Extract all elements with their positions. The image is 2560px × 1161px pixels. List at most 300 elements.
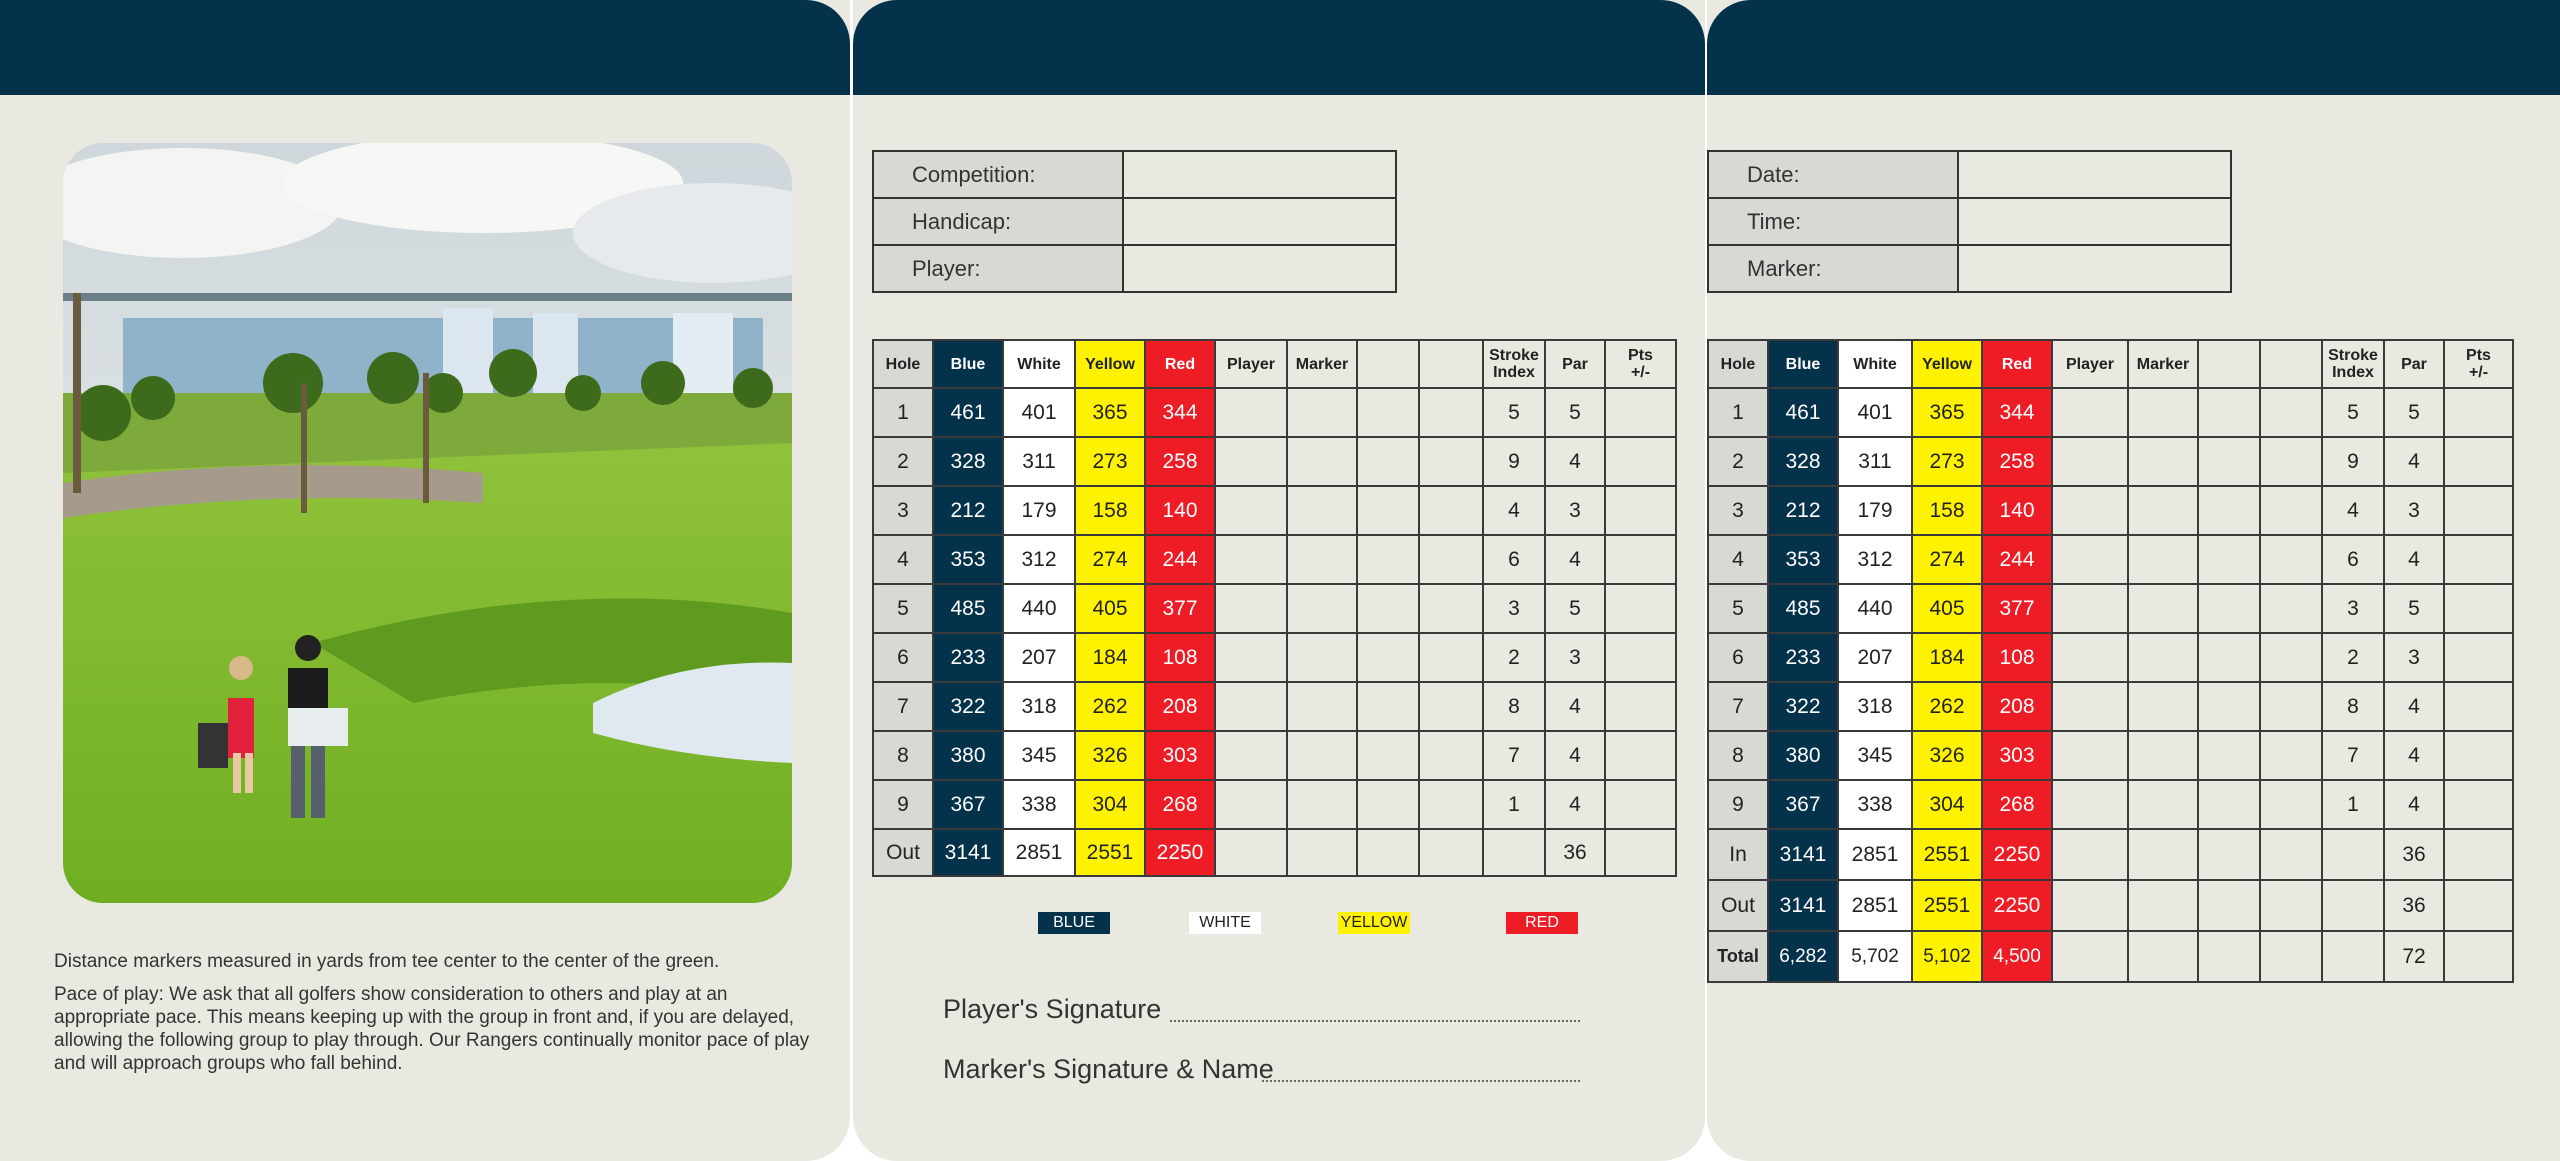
yellow-yardage-cell: 273 xyxy=(1075,437,1145,486)
player-score-cell[interactable] xyxy=(1215,780,1287,829)
points-cell[interactable] xyxy=(2444,880,2513,931)
white-yardage-cell: 207 xyxy=(1838,633,1912,682)
hole-cell: 1 xyxy=(1708,388,1768,437)
hole-cell: 7 xyxy=(873,682,933,731)
blank-score-cell[interactable] xyxy=(1419,437,1483,486)
blank-score-cell[interactable] xyxy=(2198,829,2260,880)
table-row xyxy=(1708,682,2513,731)
blank-score-cell[interactable] xyxy=(1419,682,1483,731)
marker-score-cell[interactable] xyxy=(1287,437,1357,486)
red-yardage-cell: 344 xyxy=(1145,388,1215,437)
header-row xyxy=(1708,340,2513,388)
blank-score-cell[interactable] xyxy=(2198,388,2260,437)
table-row xyxy=(873,829,1676,876)
player-score-cell[interactable] xyxy=(2052,535,2128,584)
table-row xyxy=(873,486,1676,535)
par-cell: 4 xyxy=(2384,731,2444,780)
stroke-index-cell: 1 xyxy=(2322,780,2384,829)
white-yardage-cell: 338 xyxy=(1838,780,1912,829)
stroke-index-cell: 6 xyxy=(2322,535,2384,584)
blue-yardage-cell: 322 xyxy=(933,682,1003,731)
blank-score-cell[interactable] xyxy=(1419,535,1483,584)
stroke-index-cell: 9 xyxy=(1483,437,1545,486)
pts-label: Pts xyxy=(1628,347,1653,364)
player-score-cell[interactable] xyxy=(2052,731,2128,780)
stroke-index-cell: 1 xyxy=(1483,780,1545,829)
table-row xyxy=(1708,780,2513,829)
pts-label: Pts xyxy=(2466,347,2491,364)
player-header: Player xyxy=(2052,340,2128,388)
stroke-index-cell: 2 xyxy=(1483,633,1545,682)
marker-score-cell[interactable] xyxy=(1287,682,1357,731)
header-band xyxy=(0,0,850,95)
yellow-yardage-cell: 262 xyxy=(1075,682,1145,731)
points-cell[interactable] xyxy=(1605,829,1676,876)
marker-score-cell[interactable] xyxy=(2128,829,2198,880)
blank-score-cell[interactable] xyxy=(2198,931,2260,982)
player-score-cell[interactable] xyxy=(2052,388,2128,437)
white-yardage-cell: 312 xyxy=(1003,535,1075,584)
points-header xyxy=(1605,340,1676,388)
marker-score-cell[interactable] xyxy=(2128,437,2198,486)
blank-score-cell[interactable] xyxy=(1419,388,1483,437)
points-cell[interactable] xyxy=(1605,388,1676,437)
blank-score-cell[interactable] xyxy=(2260,829,2322,880)
marker-score-cell[interactable] xyxy=(2128,633,2198,682)
blank-score-cell[interactable] xyxy=(2198,437,2260,486)
points-cell[interactable] xyxy=(1605,584,1676,633)
points-cell[interactable] xyxy=(2444,829,2513,880)
competition-label: Competition: xyxy=(873,151,1123,198)
blank-score-cell[interactable] xyxy=(1357,437,1419,486)
yellow-yardage-cell: 304 xyxy=(1912,780,1982,829)
white-yardage-cell: 338 xyxy=(1003,780,1075,829)
blank-score-cell[interactable] xyxy=(1357,388,1419,437)
marker-score-cell[interactable] xyxy=(2128,486,2198,535)
yellow-yardage-cell: 274 xyxy=(1075,535,1145,584)
hole-cell: 4 xyxy=(1708,535,1768,584)
handicap-field[interactable] xyxy=(1123,198,1396,245)
player-score-cell[interactable] xyxy=(2052,486,2128,535)
blank-score-cell[interactable] xyxy=(1419,486,1483,535)
player-signature-line[interactable] xyxy=(1170,1020,1580,1022)
red-yardage-cell: 344 xyxy=(1982,388,2052,437)
white-yardage-cell: 5,702 xyxy=(1838,931,1912,982)
stroke-label: Stroke xyxy=(1489,347,1539,364)
blank-score-cell[interactable] xyxy=(1419,633,1483,682)
blue-yardage-cell: 353 xyxy=(1768,535,1838,584)
blue-yardage-cell: 367 xyxy=(933,780,1003,829)
points-cell[interactable] xyxy=(2444,780,2513,829)
blank-score-cell[interactable] xyxy=(2260,584,2322,633)
blank-header xyxy=(2260,340,2322,388)
blue-yardage-cell: 461 xyxy=(1768,388,1838,437)
hole-cell: 3 xyxy=(1708,486,1768,535)
points-cell[interactable] xyxy=(1605,682,1676,731)
white-yardage-cell: 311 xyxy=(1838,437,1912,486)
par-cell: 3 xyxy=(1545,633,1605,682)
blue-yardage-cell: 367 xyxy=(1768,780,1838,829)
blank-score-cell[interactable] xyxy=(2260,486,2322,535)
hole-cell: 9 xyxy=(1708,780,1768,829)
points-cell[interactable] xyxy=(2444,388,2513,437)
date-field[interactable] xyxy=(1958,151,2231,198)
stroke-index-cell: 4 xyxy=(2322,486,2384,535)
blank-score-cell[interactable] xyxy=(2198,682,2260,731)
player-score-cell[interactable] xyxy=(2052,829,2128,880)
table-row xyxy=(1708,584,2513,633)
marker-signature-line[interactable] xyxy=(1262,1080,1580,1082)
yellow-yardage-cell: 158 xyxy=(1912,486,1982,535)
par-header: Par xyxy=(2384,340,2444,388)
blank-score-cell[interactable] xyxy=(2198,880,2260,931)
par-cell: 4 xyxy=(2384,780,2444,829)
blue-yardage-cell: 322 xyxy=(1768,682,1838,731)
hole-cell: 6 xyxy=(873,633,933,682)
par-cell: 4 xyxy=(2384,535,2444,584)
player-score-cell[interactable] xyxy=(1215,731,1287,780)
red-yardage-cell: 2250 xyxy=(1982,829,2052,880)
legend-blue: BLUE xyxy=(1038,912,1110,934)
hole-cell: 6 xyxy=(1708,633,1768,682)
yellow-yardage-cell: 365 xyxy=(1912,388,1982,437)
red-yardage-cell: 258 xyxy=(1982,437,2052,486)
distance-note: Distance markers measured in yards from tee center to the center of the green. xyxy=(54,951,720,972)
blank-score-cell[interactable] xyxy=(2198,633,2260,682)
points-cell[interactable] xyxy=(2444,437,2513,486)
blank-header xyxy=(2198,340,2260,388)
stroke-index-cell: 3 xyxy=(2322,584,2384,633)
stroke-index-cell xyxy=(1483,829,1545,876)
yellow-yardage-cell: 304 xyxy=(1075,780,1145,829)
marker-score-cell[interactable] xyxy=(2128,780,2198,829)
par-cell: 4 xyxy=(1545,682,1605,731)
player-field[interactable] xyxy=(1123,245,1396,292)
blank-header xyxy=(1357,340,1419,388)
legend-yellow: YELLOW xyxy=(1338,912,1410,934)
blank-score-cell[interactable] xyxy=(1357,829,1419,876)
yellow-yardage-cell: 405 xyxy=(1912,584,1982,633)
red-yardage-cell: 208 xyxy=(1982,682,2052,731)
blank-score-cell[interactable] xyxy=(1357,535,1419,584)
player-score-cell[interactable] xyxy=(1215,437,1287,486)
red-yardage-cell: 108 xyxy=(1982,633,2052,682)
front-nine-scorecard xyxy=(872,339,1677,877)
blank-score-cell[interactable] xyxy=(2260,388,2322,437)
yellow-yardage-cell: 2551 xyxy=(1912,880,1982,931)
red-yardage-cell: 377 xyxy=(1982,584,2052,633)
marker-score-cell[interactable] xyxy=(1287,633,1357,682)
points-cell[interactable] xyxy=(2444,584,2513,633)
plus-minus-label: +/- xyxy=(1630,364,1651,381)
points-cell[interactable] xyxy=(2444,931,2513,982)
par-cell: 4 xyxy=(1545,780,1605,829)
red-yardage-cell: 303 xyxy=(1982,731,2052,780)
hole-cell: 4 xyxy=(873,535,933,584)
marker-header: Marker xyxy=(2128,340,2198,388)
table-row xyxy=(873,584,1676,633)
player-info-box xyxy=(872,150,1397,293)
table-row xyxy=(1708,633,2513,682)
blank-score-cell[interactable] xyxy=(2260,633,2322,682)
white-yardage-cell: 345 xyxy=(1838,731,1912,780)
marker-score-cell[interactable] xyxy=(2128,682,2198,731)
stroke-index-cell: 8 xyxy=(1483,682,1545,731)
points-cell[interactable] xyxy=(1605,731,1676,780)
stroke-index-cell xyxy=(2322,880,2384,931)
hole-cell: In xyxy=(1708,829,1768,880)
blank-score-cell[interactable] xyxy=(1419,829,1483,876)
white-yardage-cell: 312 xyxy=(1838,535,1912,584)
marker-label: Marker: xyxy=(1708,245,1958,292)
marker-score-cell[interactable] xyxy=(1287,584,1357,633)
blank-score-cell[interactable] xyxy=(2198,486,2260,535)
marker-header: Marker xyxy=(1287,340,1357,388)
plus-minus-label: +/- xyxy=(2468,364,2489,381)
marker-score-cell[interactable] xyxy=(2128,880,2198,931)
hole-cell: 5 xyxy=(873,584,933,633)
index-label: Index xyxy=(2332,364,2374,381)
blue-yardage-cell: 3141 xyxy=(1768,880,1838,931)
table-row xyxy=(1708,880,2513,931)
hole-cell: 5 xyxy=(1708,584,1768,633)
blank-score-cell[interactable] xyxy=(2198,731,2260,780)
red-yardage-cell: 208 xyxy=(1145,682,1215,731)
header-band xyxy=(853,0,1705,95)
header-row xyxy=(873,340,1676,388)
back-nine-scorecard xyxy=(1707,339,2514,983)
blue-yardage-cell: 328 xyxy=(1768,437,1838,486)
stroke-index-cell: 8 xyxy=(2322,682,2384,731)
stroke-index-cell: 7 xyxy=(2322,731,2384,780)
blue-yardage-cell: 6,282 xyxy=(1768,931,1838,982)
stroke-index-cell: 6 xyxy=(1483,535,1545,584)
par-cell: 3 xyxy=(2384,486,2444,535)
blue-yardage-cell: 380 xyxy=(1768,731,1838,780)
player-score-cell[interactable] xyxy=(2052,633,2128,682)
blue-yardage-cell: 328 xyxy=(933,437,1003,486)
white-header: White xyxy=(1003,340,1075,388)
blank-score-cell[interactable] xyxy=(2198,535,2260,584)
blank-score-cell[interactable] xyxy=(2260,535,2322,584)
points-cell[interactable] xyxy=(1605,486,1676,535)
left-panel xyxy=(0,0,850,1161)
stroke-index-cell: 4 xyxy=(1483,486,1545,535)
table-row xyxy=(873,437,1676,486)
par-cell: 5 xyxy=(1545,584,1605,633)
white-yardage-cell: 401 xyxy=(1838,388,1912,437)
blank-header xyxy=(1419,340,1483,388)
marker-score-cell[interactable] xyxy=(1287,388,1357,437)
marker-score-cell[interactable] xyxy=(1287,731,1357,780)
white-yardage-cell: 440 xyxy=(1003,584,1075,633)
stroke-index-cell xyxy=(2322,829,2384,880)
marker-score-cell[interactable] xyxy=(2128,931,2198,982)
round-info-box xyxy=(1707,150,2232,293)
player-score-cell[interactable] xyxy=(2052,780,2128,829)
legend-red: RED xyxy=(1506,912,1578,934)
blank-score-cell[interactable] xyxy=(1357,633,1419,682)
hole-cell: 1 xyxy=(873,388,933,437)
legend-white: WHITE xyxy=(1189,912,1261,934)
white-yardage-cell: 318 xyxy=(1003,682,1075,731)
player-score-cell[interactable] xyxy=(1215,535,1287,584)
table-row xyxy=(873,682,1676,731)
yellow-yardage-cell: 273 xyxy=(1912,437,1982,486)
par-cell: 5 xyxy=(2384,388,2444,437)
points-cell[interactable] xyxy=(2444,731,2513,780)
hole-cell: Out xyxy=(1708,880,1768,931)
par-cell: 72 xyxy=(2384,931,2444,982)
blank-score-cell[interactable] xyxy=(1357,780,1419,829)
red-yardage-cell: 108 xyxy=(1145,633,1215,682)
yellow-yardage-cell: 184 xyxy=(1075,633,1145,682)
blank-score-cell[interactable] xyxy=(2198,780,2260,829)
hole-cell: 9 xyxy=(873,780,933,829)
par-cell: 4 xyxy=(2384,437,2444,486)
stroke-index-cell xyxy=(2322,931,2384,982)
player-score-cell[interactable] xyxy=(2052,880,2128,931)
par-cell: 36 xyxy=(2384,829,2444,880)
points-cell[interactable] xyxy=(1605,437,1676,486)
points-cell[interactable] xyxy=(2444,486,2513,535)
player-score-cell[interactable] xyxy=(1215,584,1287,633)
blank-score-cell[interactable] xyxy=(2260,682,2322,731)
yellow-yardage-cell: 184 xyxy=(1912,633,1982,682)
player-score-cell[interactable] xyxy=(1215,682,1287,731)
blank-score-cell[interactable] xyxy=(2198,584,2260,633)
table-row xyxy=(873,535,1676,584)
yellow-yardage-cell: 2551 xyxy=(1075,829,1145,876)
player-score-cell[interactable] xyxy=(2052,437,2128,486)
blank-score-cell[interactable] xyxy=(2260,780,2322,829)
red-yardage-cell: 4,500 xyxy=(1982,931,2052,982)
red-yardage-cell: 268 xyxy=(1145,780,1215,829)
points-cell[interactable] xyxy=(1605,780,1676,829)
red-yardage-cell: 268 xyxy=(1982,780,2052,829)
par-header: Par xyxy=(1545,340,1605,388)
table-row xyxy=(1708,388,2513,437)
hole-cell: 8 xyxy=(1708,731,1768,780)
blank-score-cell[interactable] xyxy=(1357,731,1419,780)
stroke-index-cell: 9 xyxy=(2322,437,2384,486)
blank-score-cell[interactable] xyxy=(2260,437,2322,486)
table-row xyxy=(873,388,1676,437)
white-yardage-cell: 207 xyxy=(1003,633,1075,682)
yellow-yardage-cell: 274 xyxy=(1912,535,1982,584)
red-yardage-cell: 377 xyxy=(1145,584,1215,633)
white-yardage-cell: 318 xyxy=(1838,682,1912,731)
player-header: Player xyxy=(1215,340,1287,388)
yellow-yardage-cell: 405 xyxy=(1075,584,1145,633)
time-label: Time: xyxy=(1708,198,1958,245)
white-yardage-cell: 2851 xyxy=(1838,829,1912,880)
par-cell: 4 xyxy=(1545,731,1605,780)
par-cell: 36 xyxy=(1545,829,1605,876)
blank-score-cell[interactable] xyxy=(2260,931,2322,982)
player-score-cell[interactable] xyxy=(2052,682,2128,731)
points-cell[interactable] xyxy=(2444,682,2513,731)
red-yardage-cell: 244 xyxy=(1982,535,2052,584)
marker-score-cell[interactable] xyxy=(1287,780,1357,829)
white-yardage-cell: 2851 xyxy=(1003,829,1075,876)
marker-score-cell[interactable] xyxy=(1287,829,1357,876)
header-band xyxy=(1707,0,2560,95)
table-row xyxy=(1708,486,2513,535)
table-row xyxy=(873,731,1676,780)
yellow-header: Yellow xyxy=(1075,340,1145,388)
red-yardage-cell: 140 xyxy=(1982,486,2052,535)
blank-score-cell[interactable] xyxy=(1357,682,1419,731)
yellow-yardage-cell: 365 xyxy=(1075,388,1145,437)
points-cell[interactable] xyxy=(1605,633,1676,682)
white-yardage-cell: 345 xyxy=(1003,731,1075,780)
index-label: Index xyxy=(1493,364,1535,381)
notes xyxy=(54,950,814,1085)
marker-score-cell[interactable] xyxy=(2128,535,2198,584)
marker-score-cell[interactable] xyxy=(2128,731,2198,780)
marker-score-cell[interactable] xyxy=(2128,584,2198,633)
points-cell[interactable] xyxy=(1605,535,1676,584)
blue-yardage-cell: 485 xyxy=(1768,584,1838,633)
hole-cell: 2 xyxy=(1708,437,1768,486)
table-row xyxy=(1708,931,2513,982)
blank-score-cell[interactable] xyxy=(1357,584,1419,633)
blue-yardage-cell: 212 xyxy=(1768,486,1838,535)
time-field[interactable] xyxy=(1958,198,2231,245)
white-yardage-cell: 2851 xyxy=(1838,880,1912,931)
blank-score-cell[interactable] xyxy=(1357,486,1419,535)
table-row xyxy=(873,633,1676,682)
player-score-cell[interactable] xyxy=(1215,388,1287,437)
marker-score-cell[interactable] xyxy=(2128,388,2198,437)
blank-score-cell[interactable] xyxy=(2260,731,2322,780)
hole-header: Hole xyxy=(873,340,933,388)
player-score-cell[interactable] xyxy=(1215,829,1287,876)
player-score-cell[interactable] xyxy=(2052,931,2128,982)
blue-yardage-cell: 233 xyxy=(1768,633,1838,682)
competition-field[interactable] xyxy=(1123,151,1396,198)
marker-score-cell[interactable] xyxy=(1287,535,1357,584)
stroke-index-header xyxy=(1483,340,1545,388)
blank-score-cell[interactable] xyxy=(1419,731,1483,780)
blue-yardage-cell: 353 xyxy=(933,535,1003,584)
player-score-cell[interactable] xyxy=(1215,633,1287,682)
par-cell: 3 xyxy=(2384,633,2444,682)
red-yardage-cell: 303 xyxy=(1145,731,1215,780)
blue-yardage-cell: 233 xyxy=(933,633,1003,682)
par-cell: 4 xyxy=(2384,682,2444,731)
blank-score-cell[interactable] xyxy=(1419,780,1483,829)
stroke-index-cell: 7 xyxy=(1483,731,1545,780)
points-cell[interactable] xyxy=(2444,633,2513,682)
player-score-cell[interactable] xyxy=(1215,486,1287,535)
stroke-index-cell: 2 xyxy=(2322,633,2384,682)
points-cell[interactable] xyxy=(2444,535,2513,584)
table-row xyxy=(1708,731,2513,780)
player-score-cell[interactable] xyxy=(2052,584,2128,633)
points-header xyxy=(2444,340,2513,388)
hole-cell: 3 xyxy=(873,486,933,535)
player-label: Player: xyxy=(873,245,1123,292)
blank-score-cell[interactable] xyxy=(2260,880,2322,931)
table-row xyxy=(1708,535,2513,584)
blank-score-cell[interactable] xyxy=(1419,584,1483,633)
marker-score-cell[interactable] xyxy=(1287,486,1357,535)
marker-field[interactable] xyxy=(1958,245,2231,292)
blue-header: Blue xyxy=(1768,340,1838,388)
stroke-index-cell: 5 xyxy=(2322,388,2384,437)
